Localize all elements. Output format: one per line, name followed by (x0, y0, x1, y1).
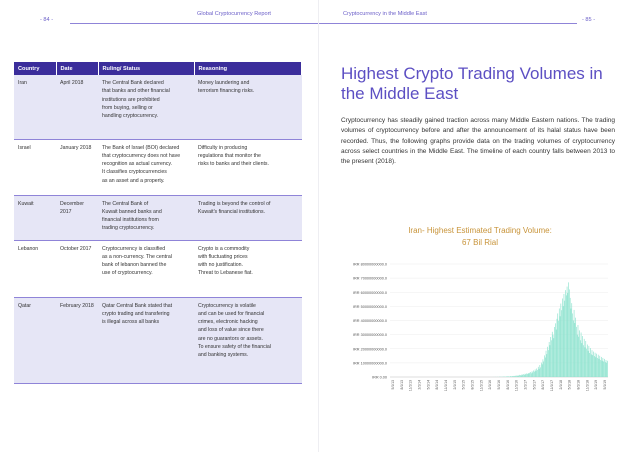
chart-bar (512, 376, 513, 377)
chart-bar (589, 346, 590, 377)
trading-volume-chart (340, 252, 612, 412)
chart-bar (575, 318, 576, 377)
chart-bar (556, 330, 557, 377)
chart-bar (586, 349, 587, 377)
chart-bar (530, 372, 531, 377)
chart-bar (523, 374, 524, 377)
cell-date: April 2018 (56, 75, 98, 139)
chart-bar (605, 362, 606, 377)
cell-reasoning: Cryptocurrency is volatile and can be used for financial crimes, electronic hacking and loss of value since there are no guarantors or assets. To ensure safety of the financial and banking systems. (194, 297, 302, 383)
running-header-left: Global Cryptocurrency Report (197, 11, 271, 17)
chart-bar (548, 350, 549, 377)
cell-reasoning: Crypto is a commodity with fluctuating prices with no justification. Threat to Lebanese fiat. (194, 240, 302, 297)
page-number-left: - 84 - (40, 17, 54, 23)
chart-bar (529, 373, 530, 377)
cell-ruling: The Bank of Israel (BOI) declared that cryptocurrency does not have recognition as actual currency. It classifies cryptocurrencies as an asset and a property. (98, 139, 194, 195)
table-header-row (14, 62, 302, 75)
chart-bar (596, 354, 597, 377)
chart-bar (576, 327, 577, 377)
chart-bar (579, 330, 580, 377)
x-tick-label: 11/1/15 (479, 380, 484, 392)
chart-bar (547, 347, 548, 377)
cell-date: December 2017 (56, 195, 98, 240)
cell-reasoning: Trading is beyond the control of Kuwait's financial institutions. (194, 195, 302, 240)
chart-bar (599, 356, 600, 377)
cell-country: Israel (14, 139, 56, 195)
x-tick-label: 2/1/19 (594, 380, 599, 390)
chart-bar (520, 375, 521, 377)
cell-date: October 2017 (56, 240, 98, 297)
table-row (14, 139, 302, 195)
chart-bar (549, 342, 550, 377)
cell-ruling: The Central Bank declared that banks and other financial institutions are prohibited from buying, selling or handling cryptocurrency. (98, 75, 194, 139)
chart-bar (539, 369, 540, 377)
chart-bar (596, 357, 597, 377)
y-tick-label: IRR 50000000000.0 (353, 304, 387, 309)
y-tick-label: IRR 10000000000.0 (353, 361, 387, 366)
cell-date: January 2018 (56, 139, 98, 195)
chart-bar (518, 375, 519, 377)
x-tick-label: 11/1/16 (514, 380, 519, 392)
x-tick-label: 5/1/13 (391, 380, 395, 390)
chart-bar (511, 376, 512, 377)
x-tick-label: 5/1/19 (603, 380, 607, 390)
chart-bar (571, 308, 572, 377)
chart-bar (539, 365, 540, 377)
x-tick-label: 5/1/17 (532, 380, 537, 390)
chart-bar (552, 332, 553, 377)
chart-bar (511, 376, 512, 377)
chart-bar (531, 373, 532, 377)
chart-bar (526, 373, 527, 377)
chart-bar (508, 376, 509, 377)
chart-bar (532, 371, 533, 377)
chart-bar (572, 313, 573, 377)
chart-bar (571, 303, 572, 377)
chart-bar (550, 337, 551, 377)
x-tick-label: 11/1/17 (550, 380, 554, 392)
x-tick-label: 8/1/16 (505, 380, 510, 390)
chart-bar (582, 343, 583, 377)
chart-bar (525, 374, 526, 377)
y-tick-label: IRR 40000000000.0 (353, 319, 387, 323)
chart-bar (514, 376, 515, 377)
running-header-right: Cryptocurrency in the Middle East (343, 11, 427, 17)
chart-bar (551, 340, 552, 377)
chart-bar (593, 352, 594, 377)
chart-bar (567, 287, 568, 377)
chart-bar (564, 294, 565, 377)
chart-bar (533, 371, 534, 378)
chart-bar (544, 355, 545, 377)
chart-bar (583, 345, 584, 377)
page-number-right: - 85 - (582, 17, 596, 23)
x-tick-label: 2/1/16 (488, 380, 493, 390)
chart-bar (515, 376, 516, 377)
y-tick-label: IRR 60000000000.0 (353, 290, 387, 295)
x-tick-label: 5/1/14 (426, 380, 431, 390)
chart-bar (516, 376, 517, 377)
chart-bar (506, 376, 507, 377)
cell-date: February 2018 (56, 297, 98, 383)
chart-bar (584, 339, 585, 377)
chart-bar (528, 373, 529, 377)
regulation-table (14, 62, 302, 384)
column-header-country: Country (14, 62, 56, 75)
chart-bar (597, 358, 598, 377)
x-tick-label: 2/1/14 (417, 380, 422, 390)
chart-bar (559, 308, 560, 377)
chart-bar (535, 370, 536, 377)
y-tick-label: IRR 80000000000.0 (353, 262, 387, 267)
chart-bar (546, 354, 547, 377)
chart-bar (604, 359, 605, 377)
chart-bar (568, 293, 569, 377)
chart-bar (568, 282, 569, 377)
chart-gridlines (390, 264, 608, 377)
intro-paragraph: Cryptocurrency has steadily gained traction across many Middle Eastern nations. The trading volumes of cryptocurrency before and after the announcement of its halal status have been recorded. Thus, the following graphs provide data on the trading volumes of cryptocurrency across select countries in the Middle East. The timeline of each country falls between 2013 to the present (2018). (341, 117, 615, 166)
chart-bar (578, 337, 579, 377)
chart-bar (541, 363, 542, 377)
chart-bar (592, 355, 593, 377)
page-title: Highest Crypto Trading Volumes in the Middle East (341, 64, 603, 103)
chart-bar (601, 357, 602, 377)
cell-reasoning: Money laundering and terrorism financing risks. (194, 75, 302, 139)
chart-bar (565, 290, 566, 377)
chart-bar (532, 372, 533, 377)
chart-bar (558, 321, 559, 377)
chart-bar (569, 289, 570, 377)
chart-bar (554, 327, 555, 377)
x-tick-label: 2/1/18 (558, 380, 563, 390)
chart-bar (577, 335, 578, 377)
chart-bar (603, 361, 604, 377)
chart-bar (606, 363, 607, 377)
chart-bar (550, 345, 551, 377)
chart-bar (524, 375, 525, 377)
chart-bar (536, 371, 537, 377)
chart-bar (521, 375, 522, 377)
chart-bar (599, 359, 600, 377)
chart-title: Iran- Highest Estimated Trading Volume: 67 Bil Rial (408, 226, 552, 247)
cell-reasoning: Difficulty in producing regulations that monitor the risks to banks and their clients. (194, 139, 302, 195)
x-tick-label: 8/1/17 (541, 380, 546, 390)
chart-bar (578, 325, 579, 377)
chart-bar (606, 360, 607, 377)
chart-bar (607, 361, 608, 377)
y-tick-label: IRR 30000000000.0 (353, 333, 387, 338)
header-divider-right (319, 23, 577, 24)
chart-bar (562, 298, 563, 377)
chart-bar (600, 360, 601, 377)
chart-bar (591, 354, 592, 377)
chart-bar (536, 369, 537, 377)
chart-bar (540, 367, 541, 377)
chart-bar (589, 353, 590, 377)
x-tick-label: 2/1/15 (452, 380, 457, 390)
chart-bar (546, 351, 547, 377)
table-row (14, 240, 302, 297)
chart-bar (560, 316, 561, 377)
chart-bar (564, 301, 565, 377)
chart-bar (522, 374, 523, 377)
cell-country: Kuwait (14, 195, 56, 240)
x-tick-label: 5/1/18 (567, 380, 572, 390)
cell-ruling: Qatar Central Bank stated that crypto trading and transfering is illegal across all banks (98, 297, 194, 383)
cell-country: Iran (14, 75, 56, 139)
chart-bar (515, 376, 516, 377)
chart-bar (553, 335, 554, 377)
chart-bar (561, 310, 562, 377)
x-tick-label: 11/1/14 (444, 380, 448, 392)
chart-bar (561, 304, 562, 377)
column-header-date: Date (56, 62, 98, 75)
chart-bar (519, 375, 520, 377)
x-tick-label: 5/1/16 (497, 380, 501, 390)
x-tick-label: 8/1/18 (576, 380, 581, 390)
chart-bar (557, 313, 558, 377)
chart-bar (525, 374, 526, 377)
column-header-reasoning: Reasoning (194, 62, 302, 75)
y-tick-label: IRR 70000000000.0 (353, 276, 387, 281)
x-tick-label: 11/1/13 (408, 380, 413, 392)
chart-bar (518, 376, 519, 377)
chart-bar (573, 321, 574, 378)
chart-bar (585, 347, 586, 377)
chart-bar (587, 345, 588, 377)
x-tick-label: 8/1/15 (470, 380, 475, 390)
cell-ruling: The Central Bank of Kuwait banned banks and financial institutions from trading cryptocurrency. (98, 195, 194, 240)
chart-bar (566, 295, 567, 377)
chart-bar (513, 376, 514, 377)
y-tick-label: IRR 20000000000.0 (353, 347, 387, 352)
header-divider-left (70, 23, 318, 24)
table-row (14, 297, 302, 383)
chart-bar (570, 298, 571, 377)
chart-bar (537, 370, 538, 377)
chart-bar (555, 323, 556, 377)
chart-bar (529, 374, 530, 377)
y-tick-label: IRR 0.00 (372, 375, 387, 380)
chart-bar (543, 361, 544, 377)
chart-bar (598, 355, 599, 377)
x-tick-label: 11/1/18 (585, 380, 590, 392)
chart-bar (582, 336, 583, 377)
chart-bar (510, 376, 511, 377)
chart-bar (603, 358, 604, 377)
cell-country: Lebanon (14, 240, 56, 297)
chart-bar (554, 338, 555, 377)
cell-country: Qatar (14, 297, 56, 383)
chart-bar (545, 358, 546, 377)
table-row (14, 195, 302, 240)
chart-bar (590, 348, 591, 377)
chart-bar (517, 376, 518, 377)
chart-bar (508, 376, 509, 377)
chart-bar (543, 359, 544, 377)
chart-bar (592, 350, 593, 377)
chart-bar (522, 375, 523, 377)
x-axis-tick-labels (391, 380, 607, 391)
chart-bar (557, 319, 558, 377)
chart-bar (542, 364, 543, 377)
chart-bar (585, 341, 586, 377)
chart-bar (580, 340, 581, 377)
chart-bar (602, 361, 603, 377)
chart-bar (538, 367, 539, 377)
x-tick-label: 8/1/14 (435, 380, 440, 390)
chart-bar (574, 310, 575, 377)
x-tick-label: 8/1/13 (399, 380, 404, 390)
chart-bar (527, 374, 528, 377)
chart-bar (563, 306, 564, 377)
chart-bar (588, 351, 589, 377)
chart-bar (594, 356, 595, 377)
chart-bar (575, 323, 576, 377)
chart-bar (534, 372, 535, 377)
column-header-ruling: Ruling/ Status (98, 62, 194, 75)
y-axis-tick-labels (353, 263, 387, 380)
chart-bar (595, 353, 596, 377)
x-tick-label: 5/1/15 (461, 380, 466, 390)
x-tick-label: 2/1/17 (523, 380, 528, 390)
chart-bar (581, 333, 582, 377)
table-row (14, 75, 302, 139)
cell-ruling: Cryptocurrency is classified as a non-currency. The central bank of lebanon banned the use of cryptocurrency. (98, 240, 194, 297)
